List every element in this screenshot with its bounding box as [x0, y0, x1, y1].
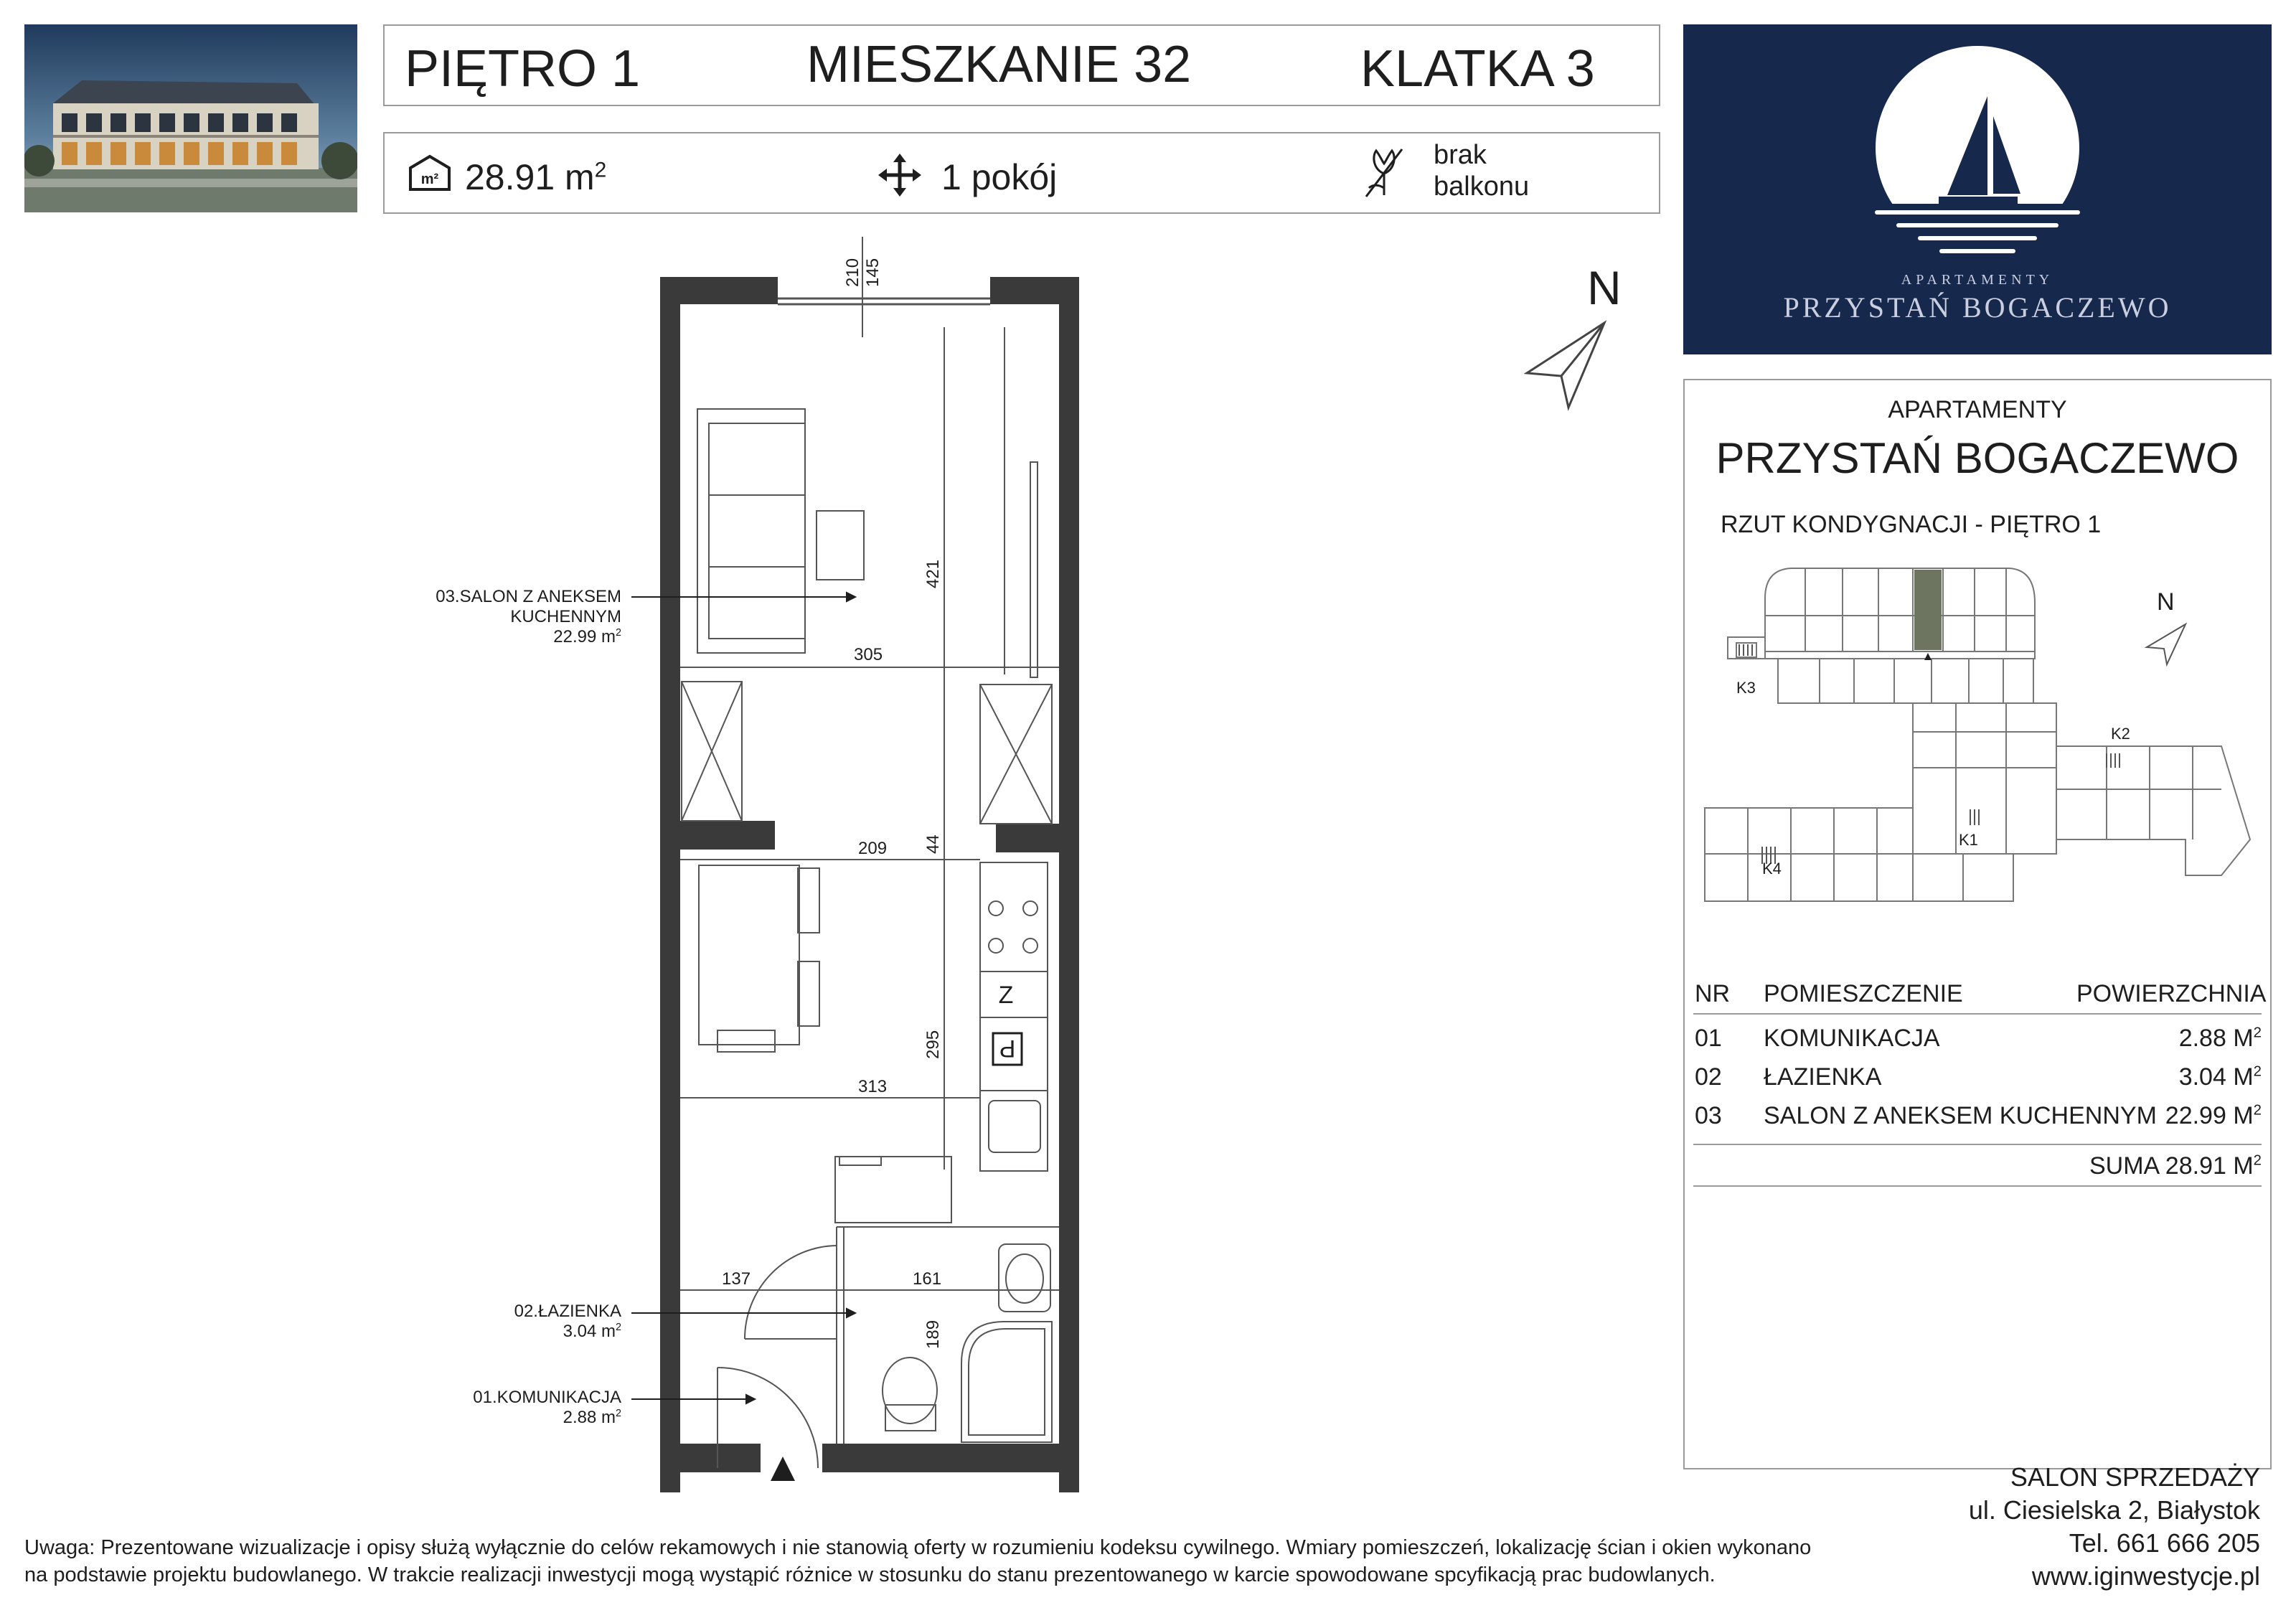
contact-website-link[interactable]: www.iginwestycje.pl: [2031, 1561, 2260, 1591]
table-header-divider: [1693, 1013, 2262, 1015]
mini-north-label: N: [2157, 588, 2175, 616]
sales-contact: [1969, 1461, 2260, 1593]
dim-145: 145: [863, 258, 883, 287]
panel-brand-sub: APARTAMENTY: [1888, 396, 2067, 423]
contact-phone[interactable]: Tel. 661 666 205: [2069, 1528, 2260, 1558]
stair-label-k2: K2: [2111, 725, 2130, 743]
stair-label-k3: K3: [1736, 679, 1756, 697]
floorplan-caption: RZUT KONDYGNACJI - PIĘTRO 1: [1721, 511, 2102, 538]
table-bottom-divider: [1693, 1185, 2262, 1187]
table-total: SUMA 28.91 $M^2$: [2089, 1152, 2262, 1180]
highlighted-apartment: [1914, 570, 1942, 650]
north-label: N: [1587, 261, 1622, 314]
stair-label-k4: K4: [1762, 860, 1782, 878]
dim-421: 421: [923, 559, 943, 588]
mini-north-arrow-icon: [2147, 624, 2186, 664]
dim-295: 295: [923, 1030, 943, 1059]
dim-210: 210: [843, 258, 862, 287]
staircase-label: KLATKA 3: [1360, 40, 1595, 98]
building-visualization: [24, 24, 357, 212]
balcony-info: brak balkonu: [1434, 140, 1530, 202]
brand-logo: [1683, 24, 2272, 354]
apartment-floor-plan: [631, 215, 1105, 1492]
disclaimer: Uwaga: Prezentowane wizualizacje i opisy służą wyłącznie do celów rekamowych i nie stanowią oferty w rozumieniu kodeksu cywilnego. Wmiary pomieszczeń, lokalizację ścian i okien wykonano na podstawie projektu budowlanego. W trakcie realizacji inwestycji mogą wystąpić różnice w stosunku do stanu prezentowanego w karcie spowodowane spcyfikacją prac budowlanych.: [24, 1536, 1812, 1586]
table-row-room: KOMUNIKACJA: [1764, 1025, 1940, 1052]
floor-key-plan: [1690, 552, 2264, 940]
dim-305: 305: [854, 645, 883, 664]
dim-313: 313: [858, 1077, 888, 1096]
stair-label-k1: K1: [1959, 831, 1978, 849]
room-label-bathroom: 02.ŁAZIENKA 3.04 $m^2$: [514, 1302, 621, 1341]
table-total-divider: [1693, 1144, 2262, 1145]
room-label-salon: 03.SALON Z ANEKSEM KUCHENNYM 22.99 $m^2$: [436, 587, 621, 646]
entrance-arrow-icon: [771, 1457, 795, 1481]
table-row-nr: 02: [1695, 1063, 1722, 1091]
area-value: 28.91 $m^2$: [465, 157, 607, 197]
apartment-label: MIESZKANIE 32: [806, 36, 1192, 93]
table-row-area: 22.99 $M^2$: [2165, 1102, 2262, 1129]
table-row-nr: 03: [1695, 1102, 1722, 1129]
table-header-nr: NR: [1695, 980, 1731, 1007]
area-icon: [408, 154, 452, 192]
dim-189: 189: [923, 1319, 943, 1349]
table-row-room: SALON Z ANEKSEM KUCHENNYM: [1764, 1102, 2157, 1129]
hob-label-z: Z: [998, 982, 1014, 1009]
logo-subtitle: APARTAMENTY: [1901, 272, 2054, 288]
table-row-area: 2.88 $M^2$: [2178, 1025, 2262, 1052]
move-arrows-icon: [878, 154, 921, 197]
dim-137: 137: [722, 1269, 751, 1289]
table-row-room: ŁAZIENKA: [1764, 1063, 1882, 1091]
hob-label-p: P: [999, 1035, 1016, 1062]
table-row-nr: 01: [1695, 1025, 1722, 1052]
dim-44: 44: [923, 834, 943, 854]
contact-title: SALON SPRZEDAŻY: [2010, 1462, 2260, 1492]
table-header-room: POMIESZCZENIE: [1764, 980, 1963, 1007]
contact-address: ul. Ciesielska 2, Białystok: [1968, 1495, 2260, 1525]
logo-title: PRZYSTAŃ BOGACZEWO: [1783, 291, 2172, 324]
north-arrow-icon: [1524, 319, 1610, 412]
floor-label: PIĘTRO 1: [405, 40, 641, 98]
table-header-area: POWIERZCHNIA: [2076, 980, 2267, 1007]
dim-161: 161: [913, 1269, 942, 1289]
dim-209: 209: [858, 839, 888, 858]
no-balcony-flower-icon: [1360, 145, 1408, 199]
rooms-count: 1 pokój: [941, 157, 1058, 197]
room-label-communication: 01.KOMUNIKACJA 2.88 $m^2$: [473, 1388, 621, 1427]
table-row-area: 3.04 $M^2$: [2178, 1063, 2262, 1091]
panel-brand-title: PRZYSTAŃ BOGACZEWO: [1716, 434, 2239, 482]
svg-text:m²: m²: [420, 171, 439, 187]
